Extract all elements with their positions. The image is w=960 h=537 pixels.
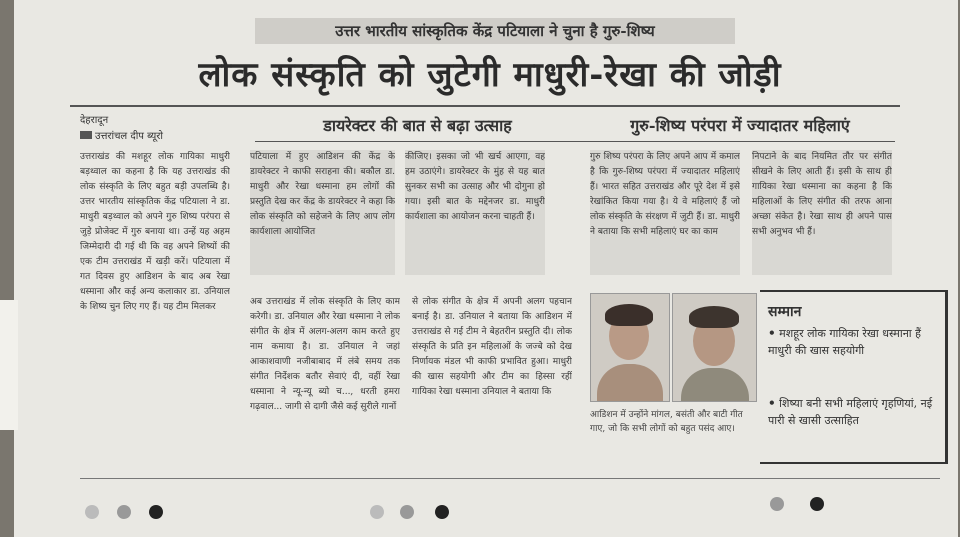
registration-dot bbox=[770, 497, 784, 511]
photo-caption: आडिशन में उन्होंने मांगल, बसंती और बाटी गीत गाए, जो कि सभी लोगों को बहुत पसंद आए। bbox=[590, 410, 743, 434]
subhead-women: गुरु-शिष्य परंपरा में ज्यादातर महिलाएं bbox=[630, 116, 850, 135]
registration-dot bbox=[400, 505, 414, 519]
article-column-5: से लोक संगीत के क्षेत्र में अपनी अलग पहचान बनाई है। डा. उनियाल ने बताया कि आडिशन में उत्तराखंड से गई टीम ने बेहतरीन प्रस्तुति दी। लोक संस्कृति के प्रति इन महिलाओं के जज्बे को देख निर्णायक मंडल भी काफी प्रभावित हुआ। माधुरी की खास सहयोगी और टीम का हिस्सा रहीं गायिका रेखा धस्माना उनियाल ने बताया कि bbox=[412, 297, 572, 397]
kicker-strip: उत्तर भारतीय सांस्कृतिक केंद्र पटियाला ने चुना है गुरु-शिष्य bbox=[255, 18, 735, 44]
samman-item: • शिष्या बनी सभी महिलाएं गृहणियां, नई पारी से खासी उत्साहित bbox=[768, 396, 933, 427]
adjacent-page-edge bbox=[0, 300, 18, 430]
registration-dot bbox=[117, 505, 131, 519]
registration-dot bbox=[810, 497, 824, 511]
article-column-2: पटियाला में हुए आडिशन की केंद्र के डायरेक्टर ने काफी सराहना की। बकौल डा. माधुरी और रेखा धस्माना हम लोगों की प्रस्तुति देख कर केंद्र के डायरेक्टर ने कहा कि लोक संस्कृति को सहेजने के लिए आप लोग कार्यशाला आयोजित bbox=[250, 150, 395, 275]
bullet-icon: • bbox=[768, 396, 776, 410]
bullet-icon: • bbox=[768, 326, 776, 340]
byline-reporter: उत्तरांचल दीप ब्यूरो bbox=[80, 128, 163, 142]
portrait-clothing bbox=[681, 368, 749, 402]
byline-marker-icon bbox=[80, 131, 92, 139]
registration-dot bbox=[370, 505, 384, 519]
article-column-1: उत्तराखंड की मशहूर लोक गायिका माधुरी बड़थ्वाल का कहना है कि यह उत्तराखंड की लोक संस्कृति के लिए बहुत बड़ी उपलब्धि है। उत्तर भारतीय सांस्कृतिक केंद्र पटियाला ने डा. माधुरी बड़थ्वाल को अपने गुरु शिष्य परंपरा से जुड़े प्रोजेक्ट में गुरु बनाया था। उन्हें यह अहम जिम्मेदारी दी गई थी कि वह अपने शिष्यों की एक टीम उत्तराखंड में खड़ी करें। पटियाला में गत दिवस हुए आडिशन के बाद अब रेखा धस्माना और कई अन्य कलाकार डा. उनियाल के शिष्य चुन लिए गए हैं। यह टीम मिलकर bbox=[80, 152, 230, 312]
article-column-4: अब उत्तराखंड में लोक संस्कृति के लिए काम करेगी। डा. उनियाल और रेखा धस्माना ने लोक संगीत के क्षेत्र में अलग-अलग काम करते हुए नाम कमाया है। डा. उनियाल ने जहां आकाशवाणी नजीबाबाद में लंबे समय तक संगीत निर्देशक बतौर सेवाएं दी, वहीं रेखा धस्माना ने न्यू-न्यू ब्यो च..., धरती हमरा गढ़वाल... जागी से दागी जैसे कई सुरीले गानों bbox=[250, 297, 400, 412]
registration-dot bbox=[435, 505, 449, 519]
portrait-hair bbox=[689, 306, 739, 328]
registration-dot bbox=[85, 505, 99, 519]
article-column-7: निपटाने के बाद नियमित तौर पर संगीत सीखने के लिए आती हैं। इसी के साथ ही गायिका रेखा धस्माना का कहना है कि महिलाओं के लिए संगीत की तरफ आना अच्छा संकेत है। रेखा साथ ही अपने पास सभी अनुभव भी हैं। bbox=[752, 150, 892, 275]
article-column-6: गुरु शिष्य परंपरा के लिए अपने आप में कमाल है कि गुरु-शिष्य परंपरा में ज्यादातर महिलाएं हैं। भारत सहित उत्तराखंड और पूरे देश में इसे रेखांकित किया गया है। ये वे महिलाएं हैं जो लोक संस्कृति के संरक्षण में जुटी हैं। डा. माधुरी ने बताया कि सभी महिलाएं घर का काम bbox=[590, 150, 740, 275]
subhead-rule bbox=[255, 141, 895, 142]
subhead-director: डायरेक्टर की बात से बढ़ा उत्साह bbox=[323, 116, 512, 135]
headline-rule bbox=[70, 105, 900, 107]
headline: लोक संस्कृति को जुटेगी माधुरी-रेखा की जोड़ी bbox=[198, 55, 782, 95]
samman-title: सम्मान bbox=[768, 304, 802, 320]
bottom-rule bbox=[80, 478, 940, 479]
portrait-hair bbox=[605, 304, 653, 326]
photo-madhuri bbox=[590, 293, 670, 402]
samman-item: • मशहूर लोक गायिका रेखा धस्माना हैं माधुरी की खास सहयोगी bbox=[768, 326, 921, 357]
registration-dot bbox=[149, 505, 163, 519]
photo-rekha bbox=[672, 293, 757, 402]
article-column-3: कीजिए। इसका जो भी खर्च आएगा, वह हम उठाएंगे। डायरेक्टर के मुंह से यह बात सुनकर सभी का उत्साह और भी दोगुना हो गया। इसी बात के मद्देनजर डा. माधुरी कार्यशाला का आयोजन करना चाहती हैं। bbox=[405, 150, 545, 275]
portrait-clothing bbox=[597, 364, 663, 402]
byline-place: देहरादून bbox=[80, 115, 109, 126]
